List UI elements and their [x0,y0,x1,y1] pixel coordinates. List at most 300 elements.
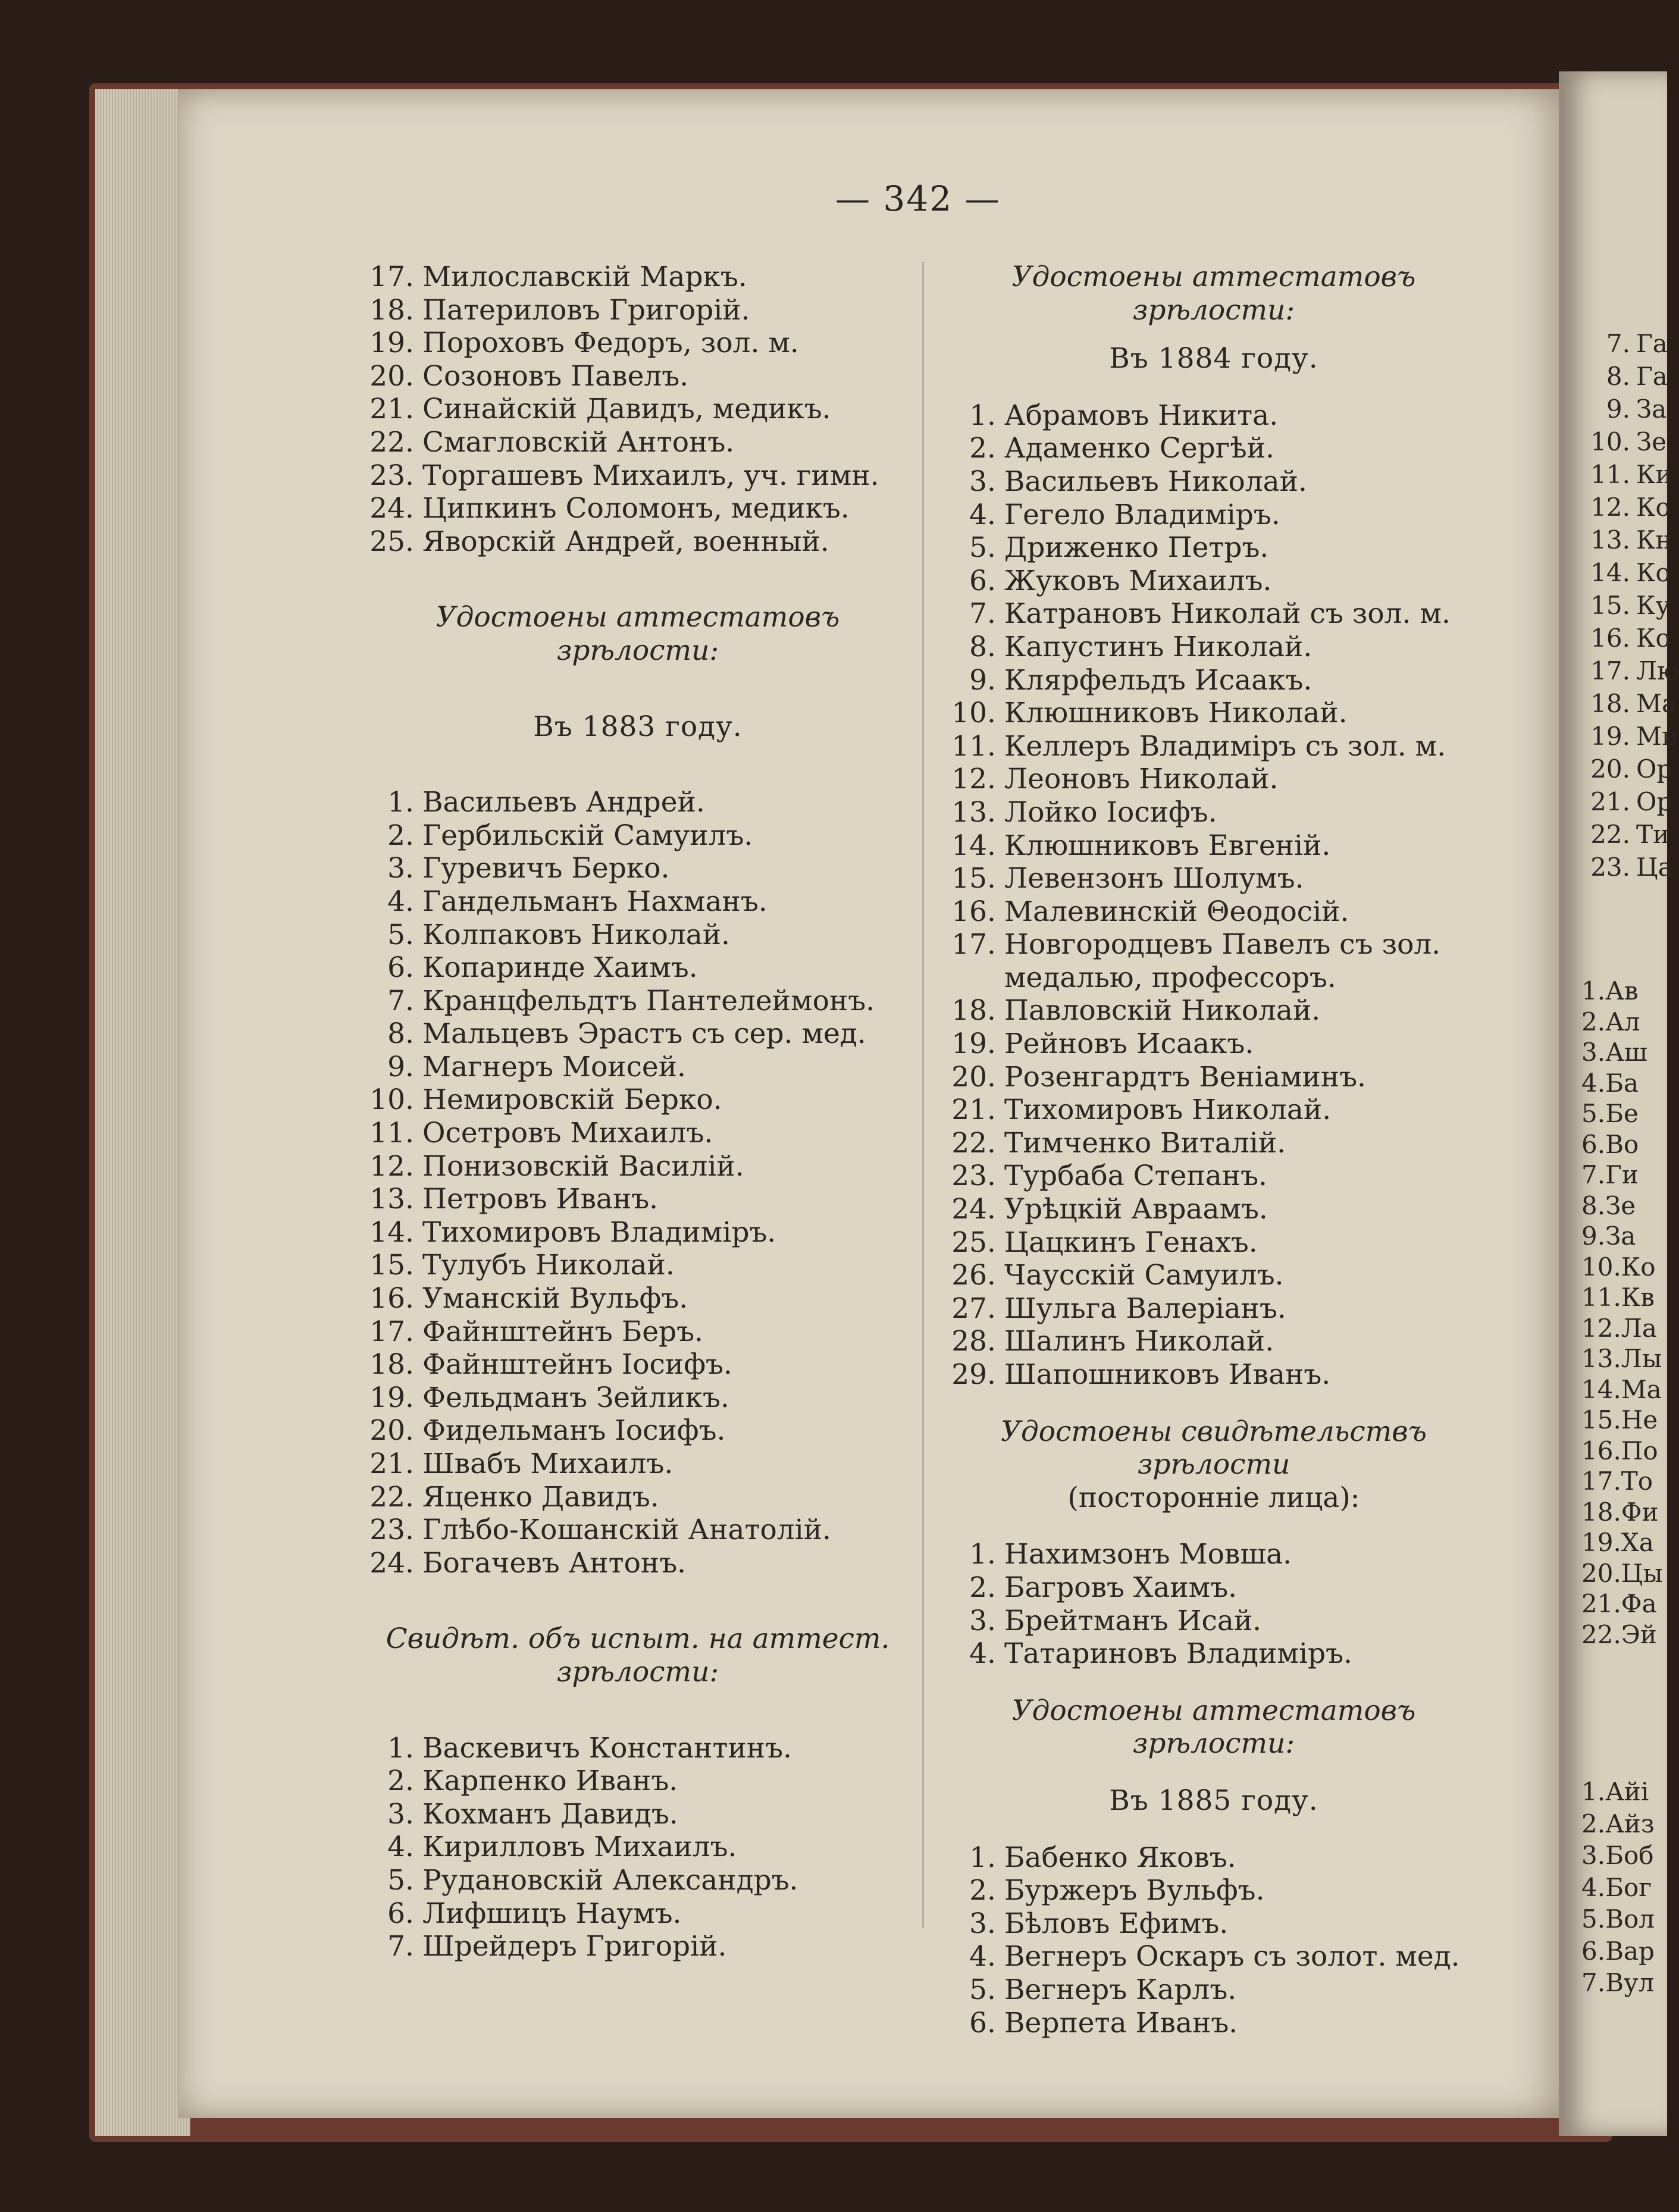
item-name: Клюшниковъ Николай. [1004,697,1348,730]
item-name: Багровъ Хаимъ. [1004,1571,1238,1604]
list-item [946,631,1481,664]
item-number: 28. [951,1325,996,1358]
item-number: 16. [369,1282,414,1315]
item-name: Келлеръ Владиміръ съ зол. м. [1004,729,1446,763]
clipped-list-item [1581,1282,1663,1313]
list-item [364,1282,911,1315]
item-name: Ма [1636,689,1677,718]
item-number: 2. [969,432,996,465]
item-name: Турбаба Степанъ. [1004,1160,1267,1193]
list-item [946,465,1481,499]
list-item [364,1765,911,1798]
item-number: 2. [387,819,414,852]
item-name: Яценко Давидъ. [422,1480,659,1514]
clipped-list-item [1581,1497,1663,1528]
list-item [946,763,1481,796]
item-number: 20. [369,359,414,393]
list-item [946,1094,1481,1127]
list-item [364,1183,911,1216]
clipped-list-item [1581,1252,1663,1283]
item-number: 6. [1581,1129,1606,1159]
item-number: 8. [1581,1190,1606,1220]
item-name: Ги [1605,1160,1639,1189]
item-number: 1. [1581,1777,1606,1806]
item-name: Швабъ Михаилъ. [422,1447,674,1480]
item-number: 11. [951,729,996,763]
item-number: 29. [951,1358,996,1391]
list-item [364,786,911,819]
clipped-list-item [1581,1313,1663,1344]
clipped-list-item [1581,1343,1663,1374]
next-page-list-a [1581,327,1679,883]
list-item [364,985,911,1018]
list-item [946,1127,1481,1160]
item-number: 16. [1590,624,1630,653]
clipped-list-item [1581,524,1679,556]
item-number: 7. [1581,1968,1606,1997]
item-number: 3. [387,1797,414,1831]
item-number: 12. [1590,493,1630,522]
item-name: Адаменко Сергѣй. [1004,432,1274,465]
item-name: Аш [1605,1038,1647,1067]
year-heading: Въ 1885 году. [1109,1784,1318,1817]
item-number: 3. [387,852,414,885]
item-name: Мальцевъ Эрастъ съ сер. мед. [422,1017,866,1051]
list-item [364,1216,911,1249]
item-number: 21. [369,393,414,426]
next-page-edge [1559,71,1679,2136]
item-number: 13. [1581,1344,1621,1373]
item-name: Гандельманъ Нахманъ. [422,885,768,918]
item-number: 19. [369,1381,414,1414]
item-name: Васкевичъ Константинъ. [422,1731,792,1765]
item-name: Буржеръ Вульфъ. [1004,1874,1265,1907]
clipped-list-item [1581,818,1679,851]
item-number: 7. [969,597,996,631]
item-number: 2. [969,1571,996,1604]
item-number: 10. [1590,427,1630,456]
list-item [946,1259,1481,1292]
list-item [946,531,1481,565]
item-name: Капустинъ Николай. [1004,630,1312,663]
clipped-list-item [1581,1967,1655,1999]
list-item [364,951,911,985]
list-item [364,1930,911,1963]
item-number: 18. [1590,689,1630,718]
section-heading: зрѣлости: [556,1655,719,1688]
item-name: Ла [1621,1313,1657,1343]
list-item [946,1325,1481,1358]
item-number: 18. [1581,1497,1621,1527]
item-number: 6. [969,564,996,597]
list-item [946,664,1481,697]
clipped-list-item [1581,1935,1655,1967]
item-number: 12. [1581,1313,1621,1343]
list-item [946,730,1481,763]
item-name: Милославскій Маркъ. [422,261,747,293]
clipped-list-item [1581,1374,1663,1405]
item-name: За [1636,394,1667,424]
item-name: За [1605,1221,1636,1251]
item-name: Понизовскій Василій. [422,1149,744,1183]
list-item [364,885,911,919]
item-name: Фи [1621,1497,1659,1527]
clipped-list-item [1581,393,1679,425]
clipped-list-item [1581,1007,1663,1038]
list-item [364,1117,911,1150]
list-item [364,327,911,360]
item-number: 18. [369,1348,414,1381]
item-number: 17. [1581,1467,1621,1496]
list-item [946,565,1481,598]
list-item [946,928,1481,961]
item-name: Файнштейнъ Іосифъ. [422,1348,732,1381]
item-name: Яворскій Андрей, военный. [422,525,829,558]
item-name: Шапошниковъ Иванъ. [1004,1358,1331,1391]
clipped-list-item [1581,1436,1663,1467]
year-heading: Въ 1883 году. [533,710,743,743]
item-name: Фельдманъ Зейликъ. [422,1381,729,1414]
list-exam [364,1732,911,1963]
clipped-list-item [1581,1588,1663,1619]
list-item [946,1637,1481,1671]
list-item [364,1348,911,1381]
item-number: 8. [387,1017,414,1051]
item-name: Верпета Иванъ. [1004,2006,1238,2039]
item-name: Ал [1605,1007,1640,1036]
item-name: Вегнеръ Карлъ. [1004,1973,1237,2006]
item-number: 26. [951,1259,996,1292]
item-name: Клярфельдъ Исаакъ. [1004,663,1312,697]
item-name: Созоновъ Павелъ. [422,359,689,393]
list-item [364,1831,911,1864]
clipped-list-item [1581,1129,1663,1160]
item-name: Нахимзонъ Мовша. [1004,1538,1292,1571]
item-name: Лифшицъ Наумъ. [422,1897,682,1930]
item-name: Ки [1636,460,1672,489]
item-name: Эй [1621,1619,1657,1649]
item-number: 9. [387,1050,414,1083]
item-name: Левензонъ Шолумъ. [1004,862,1304,895]
list-item [946,1226,1481,1259]
list-item [364,492,911,525]
section-heading: Удостоены аттестатовъ зрѣлости: [436,601,840,667]
item-name: Пороховъ Федоръ, зол. м. [422,327,799,360]
item-name: Синайскій Давидъ, медикъ. [422,393,831,426]
item-number [946,961,996,995]
item-number: 11. [369,1117,414,1150]
item-name: Бабенко Яковъ. [1004,1841,1236,1874]
item-number: 1. [1581,976,1606,1005]
list-item [946,1874,1481,1907]
section-heading: Удостоены аттестатовъ зрѣлости: [1011,1694,1416,1760]
item-name: Ха [1621,1528,1654,1557]
list-item [364,1414,911,1447]
clipped-list-item [1581,622,1679,654]
list-item [946,2007,1481,2040]
item-name: Не [1621,1405,1658,1434]
list-item [364,852,911,885]
item-number: 20. [1590,754,1630,784]
item-name: Цацкинъ Генахъ. [1004,1226,1258,1259]
list-item [364,525,911,559]
page-stack [95,89,190,2136]
list-item [364,1381,911,1415]
item-number: 1. [969,399,996,432]
item-number: 2. [387,1765,414,1798]
list-item [946,1973,1481,2007]
item-number: 3. [969,465,996,498]
page-number: — 342 — [835,178,1001,219]
item-number: 5. [1581,1099,1606,1128]
item-number: 17. [369,261,414,293]
clipped-list-item [1581,1776,1655,1808]
item-name: Смагловскій Антонъ. [422,425,735,459]
item-name: Бе [1605,1099,1639,1128]
item-number: 10. [369,1083,414,1117]
item-number: 2. [1581,1007,1606,1036]
item-name: Кн [1636,525,1672,554]
item-number: 6. [1581,1936,1606,1966]
item-number: 13. [369,1183,414,1216]
item-name: Карпенко Иванъ. [422,1765,678,1798]
list-top [364,261,911,558]
list-item [946,1538,1481,1571]
item-number: 7. [1606,329,1630,358]
item-name: Фидельманъ Іосифъ. [422,1414,726,1447]
item-name: Гуревичъ Берко. [422,852,670,885]
item-name: Ти [1636,820,1670,849]
item-name: Катрановъ Николай съ зол. м. [1004,597,1451,631]
item-number: 6. [387,951,414,985]
item-number: 4. [387,885,414,918]
list-1884 [946,399,1481,1392]
item-number: 24. [951,1193,996,1226]
clipped-list-item [1581,654,1679,687]
item-name: Ца [1636,853,1673,882]
item-number: 11. [1590,460,1630,489]
list-external [946,1538,1481,1670]
item-name: Ма [1621,1374,1662,1404]
clipped-list-item [1581,1098,1663,1129]
item-name: Ор [1636,787,1673,816]
item-name: Розенгардтъ Веніаминъ. [1004,1060,1366,1094]
list-item [364,1798,911,1831]
item-number: 14. [369,1215,414,1249]
item-name: Шрейдеръ Григорій. [422,1930,727,1963]
clipped-list-item [1581,1619,1663,1650]
list-item [946,697,1481,730]
item-name: Осетровъ Михаилъ. [422,1117,713,1150]
section-heading: Удостоены аттестатовъ зрѣлости: [1011,261,1416,327]
item-number: 9. [969,663,996,697]
item-name: Зе [1636,427,1667,456]
item-number: 10. [951,697,996,730]
item-number: 23. [951,1160,996,1193]
item-name: Зе [1605,1190,1636,1220]
clipped-list-item [1581,1160,1663,1190]
item-name: Патериловъ Григорій. [422,293,750,327]
item-name: Торгашевъ Михаилъ, уч. гимн. [422,459,879,492]
list-item [364,1150,911,1183]
item-name: Вул [1605,1968,1655,1997]
item-number: 5. [969,1973,996,2006]
item-name: Ба [1605,1068,1639,1098]
item-number: 12. [951,763,996,796]
item-name: Тимченко Виталій. [1004,1126,1286,1160]
list-item [364,819,911,853]
clipped-list-item [1581,1037,1663,1068]
list-item [946,1160,1481,1193]
item-name: Фа [1621,1589,1657,1618]
clipped-list-item [1581,1068,1663,1099]
item-name: Кв [1621,1283,1655,1312]
item-number: 20. [1581,1558,1621,1588]
item-number: 17. [1590,656,1630,685]
item-number: 1. [969,1538,996,1571]
item-number: 24. [369,1546,414,1580]
list-item [364,426,911,459]
list-item [946,1841,1481,1875]
clipped-list-item [1581,1466,1663,1497]
clipped-list-item [1581,1558,1663,1589]
item-number: 2. [969,1874,996,1907]
clipped-list-item [1581,976,1663,1007]
item-number: 24. [369,492,414,525]
item-number: 15. [1581,1405,1621,1434]
item-number: 4. [1581,1068,1606,1098]
item-name: Васильевъ Андрей. [422,786,705,819]
column-divider [922,262,924,1928]
item-name: Петровъ Иванъ. [422,1183,659,1216]
clipped-list-item [1581,1872,1655,1904]
item-name: Вегнеръ Оскаръ съ золот. мед. [1004,1940,1460,1973]
list-item [364,261,911,294]
item-number: 25. [369,525,414,558]
next-page-list-c [1581,1776,1655,1999]
item-number: 27. [951,1292,996,1325]
item-name: Немировскій Берко. [422,1083,722,1117]
item-name: Кранцфельдтъ Пантелеймонъ. [422,984,875,1017]
item-name: Колпаковъ Николай. [422,918,730,951]
list-item [364,1447,911,1481]
list-item [364,1051,911,1084]
clipped-list-item [1581,360,1679,393]
list-item [946,399,1481,433]
list-item [946,829,1481,863]
clipped-list-item [1581,1527,1663,1558]
item-number: 5. [969,531,996,565]
item-number: 3. [1581,1841,1606,1870]
item-number: 19. [369,327,414,360]
item-number: 18. [369,293,414,327]
list-item [946,499,1481,532]
list-item [364,1083,911,1117]
list-item [364,360,911,393]
item-name: Файнштейнъ Беръ. [422,1315,703,1348]
item-name: Кохманъ Давидъ. [422,1797,678,1831]
item-number: 14. [1581,1374,1621,1404]
list-item [946,1358,1481,1392]
item-name: Бог [1605,1872,1652,1902]
item-number: 19. [951,1027,996,1061]
item-name: Лы [1621,1344,1662,1373]
item-name: Тихомировъ Николай. [1004,1094,1332,1127]
item-number: 19. [1590,722,1630,751]
list-1885 [946,1841,1481,2040]
item-name: Рудановскій Александръ. [422,1863,798,1897]
list-item [364,459,911,493]
item-number: 3. [969,1907,996,1940]
item-name: Айі [1605,1777,1649,1806]
item-name: Леоновъ Николай. [1004,763,1279,796]
item-name: Боб [1605,1841,1654,1870]
item-number: 22. [1590,820,1630,849]
list-item [364,1481,911,1514]
item-name: Га [1636,329,1668,358]
item-number: 13. [951,795,996,829]
item-name: Лю [1636,656,1679,685]
clipped-list-item [1581,1903,1655,1935]
item-number: 21. [1590,787,1630,816]
clipped-list-item [1581,720,1679,753]
item-name: Павловскій Николай. [1004,994,1321,1027]
list-item [364,1547,911,1580]
item-name: Айз [1605,1809,1655,1838]
list-item [946,1292,1481,1326]
item-number: 6. [387,1897,414,1930]
list-item [364,1864,911,1897]
item-name: Малевинскій Θеодосій. [1004,895,1349,928]
clipped-list-item [1581,491,1679,524]
right-column [946,261,1481,2039]
item-number: 15. [951,862,996,895]
item-name: Вол [1605,1904,1655,1934]
clipped-list-item [1581,1808,1655,1840]
item-number: 21. [369,1447,414,1480]
item-name: Глѣбо-Кошанскій Анатолій. [422,1514,831,1547]
item-number: 22. [1581,1619,1621,1649]
item-number: 20. [369,1414,414,1447]
item-number: 20. [951,1060,996,1094]
item-number: 14. [1590,558,1630,587]
item-number: 4. [969,498,996,531]
item-number: 22. [951,1126,996,1160]
item-number: 8. [969,630,996,663]
item-number: 13. [1590,525,1630,554]
item-number: 16. [951,895,996,928]
item-name: Ор [1636,754,1673,784]
list-item [946,994,1481,1027]
item-name: Новгородцевъ Павелъ съ зол. [1004,928,1441,961]
item-name: Ко [1621,1252,1656,1282]
item-number: 23. [369,1514,414,1547]
item-name: Ципкинъ Соломонъ, медикъ. [422,492,850,525]
item-number: 7. [387,1930,414,1963]
item-name: Тихомировъ Владиміръ. [422,1215,776,1249]
item-name: Татариновъ Владиміръ. [1004,1637,1352,1671]
item-name: Гербильскій Самуилъ. [422,819,753,852]
item-number: 1. [387,786,414,819]
clipped-list-item [1581,1221,1663,1252]
item-number: 7. [1581,1160,1606,1189]
clipped-list-item [1581,556,1679,589]
clipped-list-item [1581,425,1679,458]
item-number: 5. [387,1863,414,1897]
next-page-list-b [1581,976,1663,1650]
section-heading: Свидѣт. объ испыт. на аттест. [386,1622,890,1656]
item-name: Дриженко Петръ. [1004,531,1269,565]
